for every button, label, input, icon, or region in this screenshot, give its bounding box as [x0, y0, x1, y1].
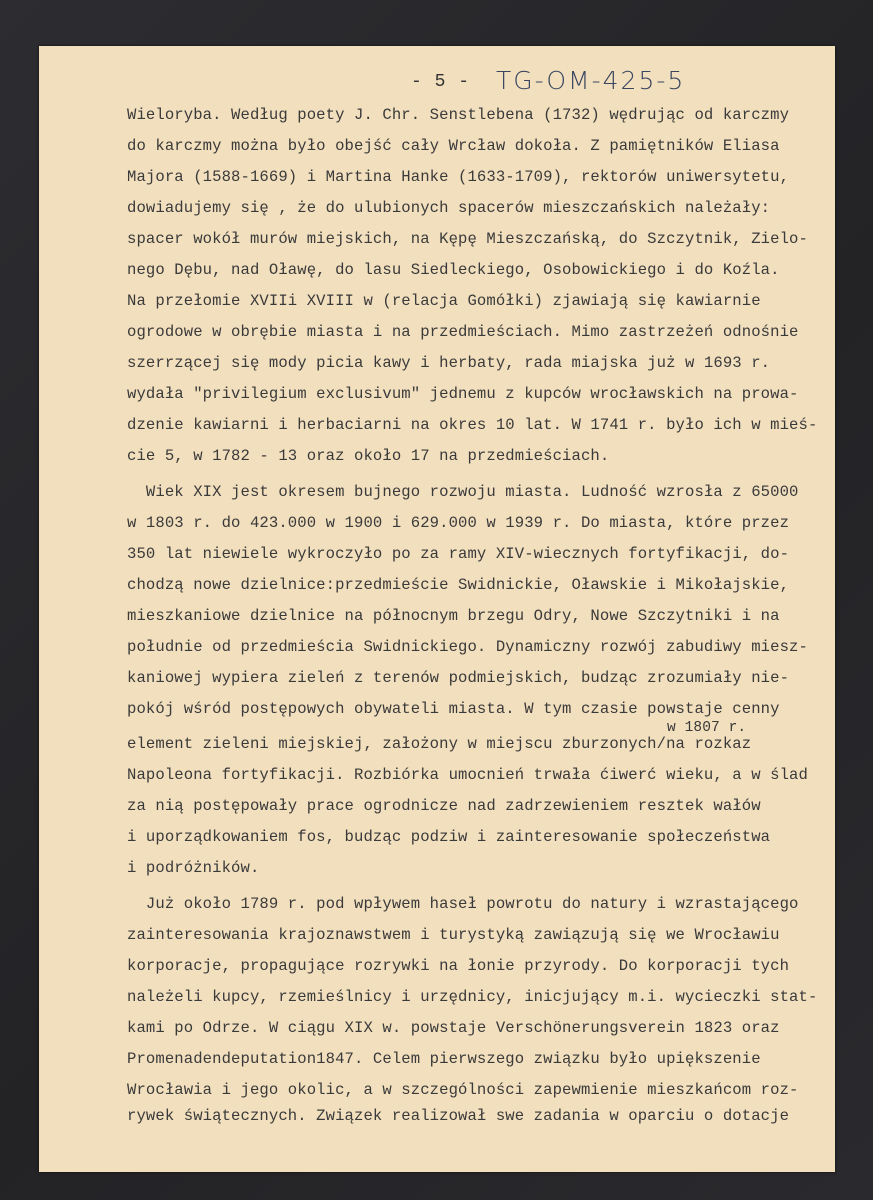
text-line: rywek świątecznych. Związek realizował swe zadania w oparciu o dotacje — [127, 1107, 790, 1125]
text-line: chodzą nowe dzielnice:przedmieście Swidnickie, Oławskie i Mikołajskie, — [127, 576, 790, 594]
text-line: i uporządkowaniem fos, budząc podziw i zainteresowanie społeczeństwa — [127, 828, 771, 846]
text-line: Już około 1789 r. pod wpływem haseł powrotu do natury i wzrastającego — [127, 895, 799, 913]
text-line: Wieloryba. Według poety J. Chr. Senstlebena (1732) wędrując od karczmy — [127, 106, 790, 124]
text-line: pokój wśród postępowych obywateli miasta. W tym czasie powstaje cenny — [127, 700, 780, 718]
text-line: południe od przedmieścia Swidnickiego. Dynamiczny rozwój zabudiwy miesz- — [127, 638, 808, 656]
text-line: dzenie kawiarni i herbaciarni na okres 10 lat. W 1741 r. było ich w mieś- — [127, 416, 818, 434]
interlinear-insertion: w 1807 r. — [667, 720, 747, 736]
text-line: Wiek XIX jest okresem bujnego rozwoju miasta. Ludność wzrosła z 65000 — [127, 483, 799, 501]
text-line: wydała "privilegium exclusivum" jednemu z kupców wrocławskich na prowa- — [127, 385, 799, 403]
text-line: zainteresowania krajoznawstwem i turystyką zawiązują się we Wrocławiu — [127, 926, 780, 944]
text-line: Majora (1588-1669) i Martina Hanke (1633-1709), rektorów uniwersytetu, — [127, 168, 790, 186]
text-line: Wrocławia i jego okolic, a w szczególności zapewmienie mieszkańcom roz- — [127, 1081, 799, 1099]
document-page — [39, 46, 835, 1172]
text-line: element zieleni miejskiej, założony w miejscu zburzonych/na rozkaz — [127, 735, 752, 753]
text-line: spacer wokół murów miejskich, na Kępę Mieszczańską, do Szczytnik, Zielo- — [127, 230, 808, 248]
text-line: do karczmy można było obejść cały Wrcław dokoła. Z pamiętników Eliasa — [127, 137, 780, 155]
text-line: Promenadendeputation1847. Celem pierwszego związku było upiększenie — [127, 1050, 761, 1068]
text-line: korporacje, propagujące rozrywki na łonie przyrody. Do korporacji tych — [127, 957, 790, 975]
archive-signature: TG-OM-425-5 — [496, 66, 686, 95]
text-line: 350 lat niewiele wykroczyło po za ramy XIV-wiecznych fortyfikacji, do- — [127, 545, 790, 563]
text-line: mieszkaniowe dzielnice na północnym brzegu Odry, Nowe Szczytniki i na — [127, 607, 780, 625]
text-line: i podróżników. — [127, 859, 260, 877]
text-line: Na przełomie XVIIi XVIII w (relacja Gomółki) zjawiają się kawiarnie — [127, 292, 761, 310]
text-line: kami po Odrze. W ciągu XIX w. powstaje Verschönerungsverein 1823 oraz — [127, 1019, 780, 1037]
text-line: cie 5, w 1782 - 13 oraz około 17 na przedmieściach. — [127, 447, 610, 465]
page-header — [39, 68, 835, 108]
page-number: - 5 - — [411, 72, 471, 92]
text-line: w 1803 r. do 423.000 w 1900 i 629.000 w 1939 r. Do miasta, które przez — [127, 514, 790, 532]
text-line: Napoleona fortyfikacji. Rozbiórka umocnień trwała ćiwerć wieku, a w ślad — [127, 766, 808, 784]
text-line: kaniowej wypiera zieleń z terenów podmiejskich, budząc zrozumiały nie- — [127, 669, 790, 687]
text-line: należeli kupcy, rzemieślnicy i urzędnicy, inicjujący m.i. wycieczki stat- — [127, 988, 818, 1006]
text-line: za nią postępowały prace ogrodnicze nad zadrzewieniem resztek wałów — [127, 797, 761, 815]
text-line: dowiadujemy się , że do ulubionych spacerów mieszczańskich należały: — [127, 199, 771, 217]
text-line: nego Dębu, nad Oławę, do lasu Siedleckiego, Osobowickiego i do Koźla. — [127, 261, 780, 279]
text-line: szerrzącej się mody picia kawy i herbaty, rada miajska już w 1693 r. — [127, 354, 771, 372]
text-line: ogrodowe w obrębie miasta i na przedmieściach. Mimo zastrzeżeń odnośnie — [127, 323, 799, 341]
